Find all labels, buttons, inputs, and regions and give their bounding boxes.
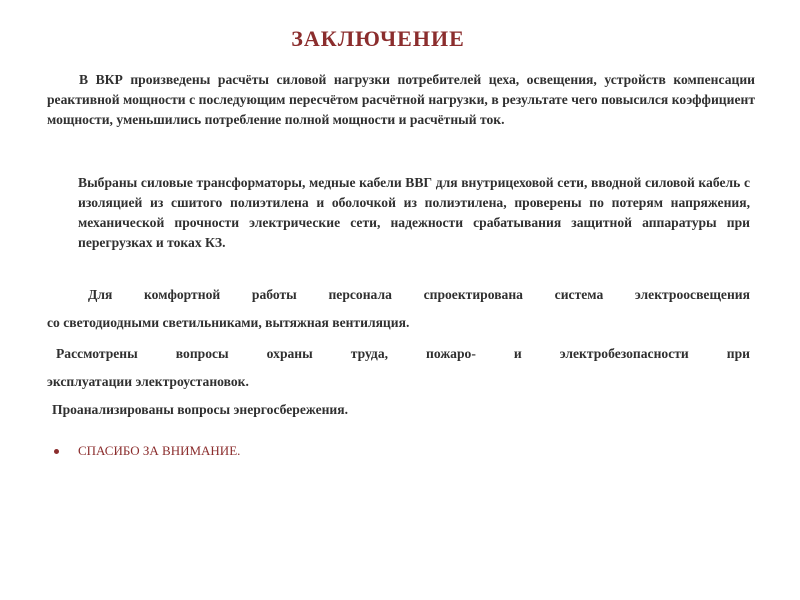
paragraph-energy-saving: Проанализированы вопросы энергосбережения. (52, 402, 349, 417)
paragraph-safety-line1: Рассмотрены вопросы охраны труда, пожаро- и электробезопасности при (56, 346, 750, 361)
paragraph-lighting-line1: Для комфортной работы персонала спроектирована система электроосвещения (88, 287, 750, 302)
bullet-dot-icon (54, 449, 59, 454)
paragraph-calculations: В ВКР произведены расчёты силовой нагрузки потребителей цеха, освещения, устройств компенсации реактивной мощности с последующим пересчётом расчётной нагрузки, в результате чего повысился коэффициент мощности, уменьшились потребление полной мощности и расчётный ток. (47, 72, 755, 127)
paragraph-safety-line2: эксплуатации электроустановок. (47, 374, 249, 389)
thanks-text: СПАСИБО ЗА ВНИМАНИЕ. (78, 443, 241, 458)
paragraph-equipment-selection: Выбраны силовые трансформаторы, медные кабели ВВГ для внутрицеховой сети, вводной силовой кабель с изоляцией из сшитого полиэтилена и оболочкой из полиэтилена, проверены по потерям напряжения, механической прочности электрические сети, надежности срабатывания защитной аппаратуры при перегрузках и токах КЗ. (78, 175, 750, 250)
slide-title (0, 26, 800, 52)
paragraph-lighting-line2: со светодиодными светильниками, вытяжная вентиляция. (47, 315, 410, 330)
thanks-bullet-item (54, 443, 240, 459)
slide-title-text: ЗАКЛЮЧЕНИЕ (291, 26, 465, 51)
